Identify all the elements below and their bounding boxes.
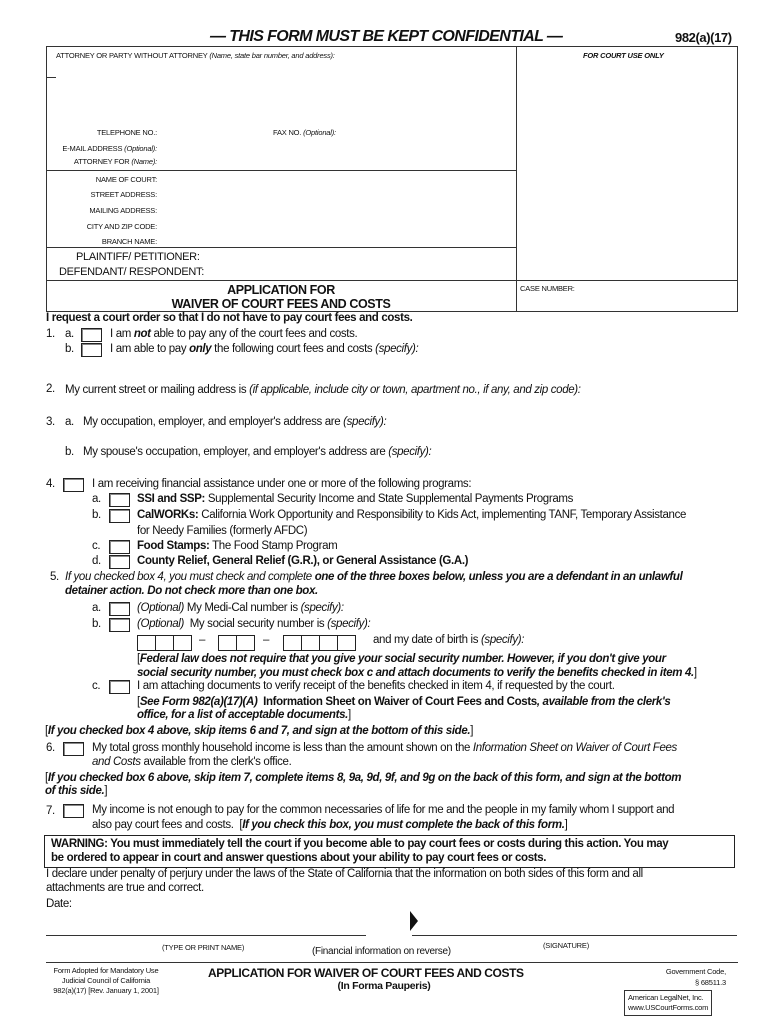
checkbox-5b[interactable] [109,618,130,632]
footer-subtitle: (In Forma Pauperis) [337,980,431,992]
declaration-text: I declare under penalty of perjury under the laws of the State of California that the information on both sides of this form and all [46,868,643,880]
text-segment: the following court fees and costs [211,343,376,355]
telephone-label: TELEPHONE NO.: [96,128,157,137]
see-form-note-cont [137,709,351,721]
checkbox-5c[interactable] [109,680,130,694]
warning-box: WARNING: You must immediately tell the court if you become able to pay court fees or costs during this action. You may be ordered to appear in court and answer questions about your ability to pay court fees or costs. [44,835,735,868]
text-segment: [ [137,696,140,708]
text-segment: office, for a list of acceptable documents. [137,709,348,721]
text-segment: See Form 982(a)(17)(A) [139,696,258,708]
footer-title: APPLICATION FOR WAIVER OF COURT FEES AND COSTS [208,966,524,980]
text-segment: SSI and SSP: [137,493,206,505]
text-segment: ] [470,725,474,737]
checkbox-4c[interactable] [109,540,130,554]
footer-divider [46,962,738,963]
checkbox-1b[interactable] [81,343,102,357]
attorney-for-label: ATTORNEY FOR (Name): [73,157,157,166]
text-segment: I am able to pay [110,343,190,355]
text-segment: Information Sheet on Waiver of Court Fees [472,742,677,754]
item-number: 5. [50,571,59,583]
item-number: 7. [46,805,55,817]
item-1b-text [110,343,418,355]
checkbox-4a[interactable] [109,493,130,507]
text-segment: and Costs [92,756,141,768]
text-segment: My current street or mailing address is [65,384,250,396]
checkbox-4b[interactable] [109,509,130,523]
text-segment: [ [137,653,140,665]
dob-label [373,634,524,646]
ssn-last-four[interactable] [283,635,356,651]
item-letter: c. [92,680,101,692]
ssn-middle-two[interactable] [218,635,255,651]
item-5-text [65,571,682,583]
text-segment: County Relief, General Relief (G.R.), or General Assistance (G.A.) [137,555,469,567]
defendant-label: DEFENDANT/ RESPONDENT: [59,266,204,278]
item-number: 6. [46,742,55,754]
text-segment: My income is not enough to pay for the common necessaries of life for me and the people in my family whom I support and [92,804,675,816]
adoption-info: Form Adopted for Mandatory Use Judicial Council of California 982(a)(17) [Rev. January 1, 2001] [53,966,159,995]
item-4b-text [137,509,686,521]
item-3a-text [83,416,386,428]
item-2-text [65,384,581,396]
text-segment: [ [45,772,48,784]
text-segment: My total gross monthly household income is less than the amount shown on the [92,742,473,754]
fax-label: FAX NO. (Optional): [273,128,336,137]
city-zip-label: CITY AND ZIP CODE: [86,222,157,231]
case-number-label: CASE NUMBER: [520,284,575,293]
skip-instruction-4 [45,725,473,737]
item-6-text-cont [92,756,291,768]
text-segment: ] [564,819,568,831]
item-number: 4. [46,478,55,490]
text-segment: [ [45,725,48,737]
text-segment: ] [693,667,697,679]
item-4b-text-cont [137,525,307,537]
text-segment: If you checked box 4, you must check and complete [65,571,315,583]
text-segment: Federal law does not require that you give your social security number. However, if you don't give your [139,653,666,665]
text-segment: available from the clerk's office. [140,756,292,768]
request-statement [46,312,412,324]
item-letter: c. [92,540,101,552]
text-segment: My social security number is [184,618,328,630]
skip-instruction-6-cont [45,785,107,797]
signature-line[interactable] [412,935,737,936]
see-form-note [137,696,670,708]
form-number: 982(a)(17) [675,30,732,45]
skip-instruction-6 [45,772,681,784]
street-address-label: STREET ADDRESS: [90,190,157,199]
confidential-banner: — THIS FORM MUST BE KEPT CONFIDENTIAL — [210,28,563,45]
text-segment: My spouse's occupation, employer, and employer's address are [83,446,389,458]
text-segment: , available from the clerk's [536,696,671,708]
signature-arrow-icon [410,911,418,931]
signature-caption: (SIGNATURE) [543,941,589,950]
item-letter: a. [92,493,101,505]
item-letter: b. [92,509,101,521]
item-4a-text [137,493,573,505]
text-segment: Supplemental Security Income and State Supplemental Payments Programs [205,493,573,505]
text-segment: ] [104,785,108,797]
text-segment: (specify): [327,618,371,630]
branch-name-label: BRANCH NAME: [101,237,157,246]
checkbox-4[interactable] [63,478,84,492]
text-segment: social security number, you must check box c and attach documents to verify the benefits checked in item 4. [137,667,694,679]
text-segment: only [189,343,212,355]
text-segment: If you checked box 6 above, skip item 7, complete items 8, 9a, 9d, 9f, and 9g on the back of this form, and sign at the bottom [47,772,682,784]
item-5a-text [137,602,344,614]
item-4-text [92,478,471,490]
item-5c-text [137,680,615,692]
item-letter: b. [92,618,101,630]
item-7-text-cont [92,819,567,831]
date-label: Date: [46,898,72,910]
text-segment: (specify): [300,602,344,614]
court-use-label: FOR COURT USE ONLY [583,51,664,60]
item-7-text [92,804,674,816]
text-segment: ] [347,709,351,721]
text-segment: (if applicable, include city or town, apartment no., if any, and zip code): [249,384,581,396]
text-segment: California Work Opportunity and Responsibility to Kids Act, implementing TANF, Temporary Assistance [198,509,687,521]
item-1a-text [110,328,357,340]
text-segment: Food Stamps: [137,540,210,552]
text-segment: I am attaching documents to verify receipt of the benefits checked in item 4, if requested by the court. [137,680,615,692]
item-letter: b. [65,343,74,355]
government-code: Government Code, § 68511.3 [665,967,726,987]
item-letter: d. [92,555,101,567]
mailing-address-label: MAILING ADDRESS: [89,206,157,215]
checkbox-5a[interactable] [109,602,130,616]
text-segment: able to pay any of the court fees and costs. [150,328,358,340]
text-segment: not [133,328,151,340]
name-of-court-label: NAME OF COURT: [95,175,157,184]
checkbox-7[interactable] [63,804,84,818]
text-segment: (specify): [343,416,387,428]
ssn-dash: – [199,634,206,646]
form-title: APPLICATION FOR WAIVER OF COURT FEES AND COSTS [171,283,391,311]
text-segment: The Food Stamp Program [209,540,338,552]
checkbox-4d[interactable] [109,555,130,569]
item-number: 2. [46,383,55,395]
attorney-label: ATTORNEY OR PARTY WITHOUT ATTORNEY (Name, state bar number, and address): [56,51,335,60]
text-segment: (specify): [480,634,525,646]
ssn-dash: – [263,634,270,646]
item-letter: a. [65,416,74,428]
text-segment: I am receiving financial assistance under one or more of the following programs: [92,478,472,490]
text-segment: detainer action. Do not check more than one box. [65,585,318,597]
text-segment: I am [110,328,134,340]
text-segment: (specify): [375,343,419,355]
text-segment: (Optional) [137,618,184,630]
ssn-first-three[interactable] [137,635,192,651]
text-segment: and my date of birth is [373,634,481,646]
text-segment: My Medi-Cal number is [184,602,301,614]
item-4c-text [137,540,337,552]
item-4d-text [137,555,468,567]
item-letter: a. [65,328,74,340]
text-segment: also pay court fees and costs. [ [92,819,243,831]
print-name-caption: (TYPE OR PRINT NAME) [162,943,245,952]
email-label: E-MAIL ADDRESS (Optional): [62,144,157,153]
item-letter: a. [92,602,101,614]
item-6-text [92,742,677,754]
text-segment: If you check this box, you must complete the back of this form. [242,819,565,831]
financial-info-note: (Financial information on reverse) [312,946,451,957]
text-segment: I request a court order so that I do not have to pay court fees and costs. [46,312,413,324]
text-segment: (Optional) [137,602,184,614]
text-segment: My occupation, employer, and employer's address are [83,416,344,428]
text-segment: one of the three boxes below, unless you are a defendant in an unlawful [314,571,683,583]
plaintiff-label: PLAINTIFF/ PETITIONER: [76,251,200,263]
declaration-text-cont: attachments are true and correct. [46,882,204,894]
checkbox-6[interactable] [63,742,84,756]
item-5-text-cont [65,585,318,597]
item-3b-text [83,446,431,458]
text-segment: Information Sheet on Waiver of Court Fees and Costs [257,696,537,708]
item-letter: b. [65,446,74,458]
text-segment: If you checked box 4 above, skip items 6 and 7, and sign at the bottom of this side. [47,725,471,737]
text-segment: CalWORKs: [137,509,199,521]
text-segment: (specify): [388,446,432,458]
ssn-notice [137,653,666,665]
print-name-line[interactable] [46,935,366,936]
text-segment: of this side. [45,785,105,797]
item-number: 1. [46,328,55,340]
text-segment: for Needy Families (formerly AFDC) [137,525,308,537]
item-number: 3. [46,416,55,428]
item-5b-text [137,618,370,630]
checkbox-1a[interactable] [81,328,102,342]
ssn-notice-cont [137,667,697,679]
vendor-box: American LegalNet, Inc. www.USCourtForms.com [624,990,712,1016]
